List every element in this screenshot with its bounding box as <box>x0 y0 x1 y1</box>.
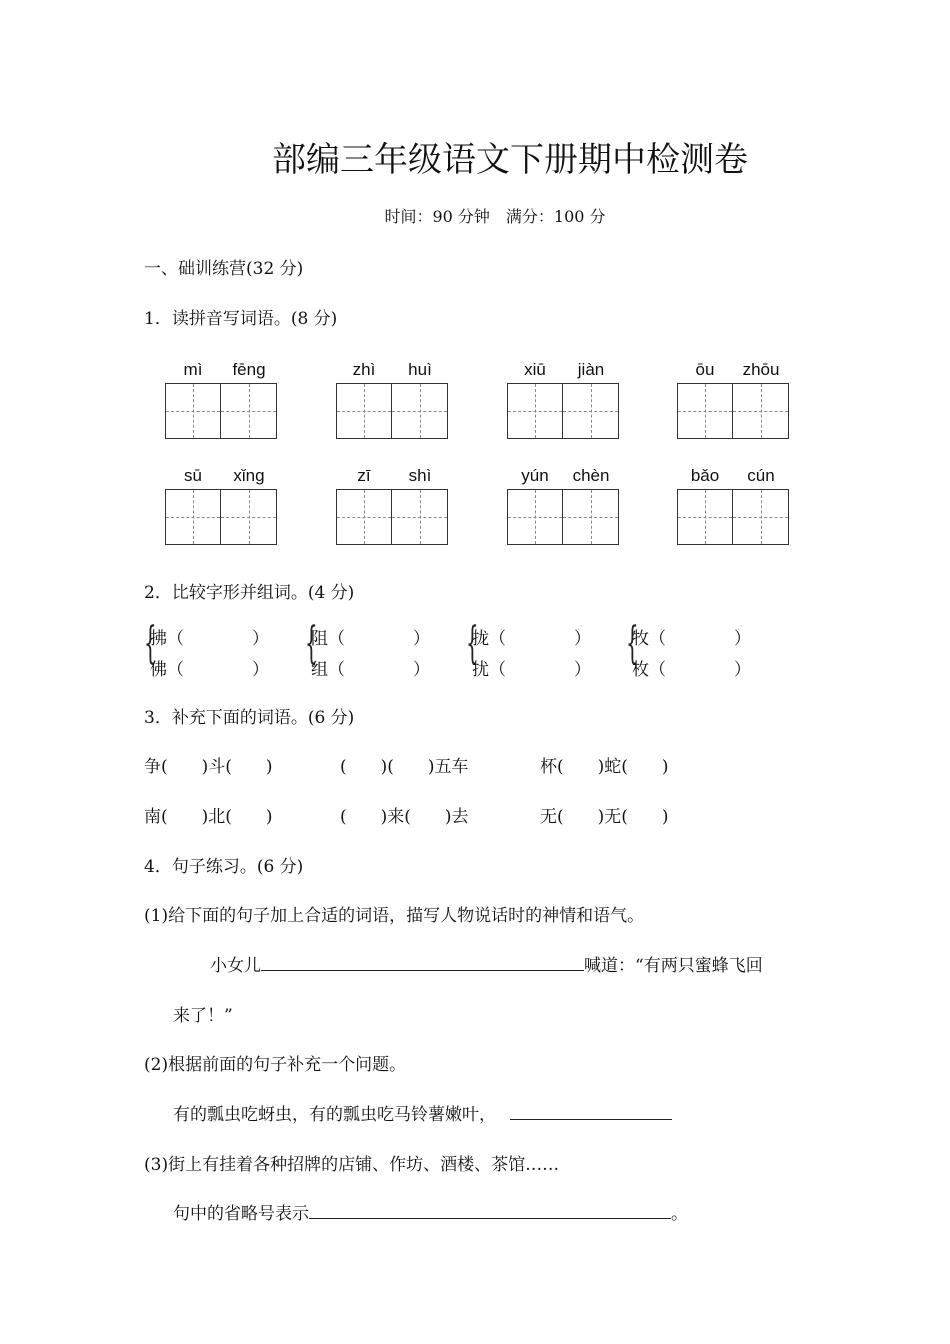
grid-cell[interactable] <box>392 489 448 545</box>
grid-cell[interactable] <box>165 489 221 545</box>
grid-cell[interactable] <box>677 383 733 439</box>
idiom-blank[interactable]: 无( )无( ) <box>540 807 669 827</box>
pinyin: xǐng <box>233 466 265 485</box>
grid-cell[interactable] <box>563 489 619 545</box>
pinyin: zhōu <box>742 360 780 379</box>
brace-icon: { <box>626 618 639 669</box>
pinyin: xiū <box>524 360 546 379</box>
sentence-2 <box>173 1100 672 1125</box>
grid-cell[interactable] <box>507 489 563 545</box>
writing-grid[interactable] <box>165 383 277 439</box>
grid-cell[interactable] <box>733 489 789 545</box>
sub-question-1: (1)给下面的句子加上合适的词语，描写人物说话时的神情和语气。 <box>144 906 645 926</box>
writing-grid[interactable] <box>677 383 789 439</box>
char-pair-top[interactable]: 牧（ ） <box>632 629 751 649</box>
answer-blank[interactable] <box>261 952 584 971</box>
writing-grid[interactable] <box>336 383 448 439</box>
question-1-heading: 1．读拼音写词语。(8 分) <box>144 309 338 329</box>
writing-grid[interactable] <box>507 489 619 545</box>
pinyin: zī <box>357 466 371 485</box>
grid-cell[interactable] <box>336 489 392 545</box>
writing-grid[interactable] <box>507 383 619 439</box>
pinyin: mì <box>183 360 203 379</box>
writing-grid[interactable] <box>165 489 277 545</box>
answer-blank[interactable] <box>309 1200 671 1219</box>
sentence-text: 喊道：“有两只蜜蜂飞回 <box>584 956 763 976</box>
char-pair-bottom[interactable]: 枚（ ） <box>632 660 751 680</box>
grid-cell[interactable] <box>221 489 277 545</box>
idiom-blank[interactable]: ( )来( )去 <box>340 807 469 827</box>
brace-icon: { <box>144 618 157 669</box>
writing-grid[interactable] <box>677 489 789 545</box>
pinyin: huì <box>408 360 432 379</box>
pinyin: ōu <box>695 360 715 379</box>
grid-cell[interactable] <box>507 383 563 439</box>
grid-cell[interactable] <box>733 383 789 439</box>
writing-grid[interactable] <box>336 489 448 545</box>
pinyin: chèn <box>572 466 610 485</box>
idiom-blank[interactable]: ( )( )五车 <box>340 757 469 777</box>
sentence-1-continued: 来了！” <box>173 1006 233 1026</box>
pinyin: zhì <box>352 360 376 379</box>
idiom-blank[interactable]: 争( )斗( ) <box>144 757 273 777</box>
sub-question-2: (2)根据前面的句子补充一个问题。 <box>144 1055 407 1075</box>
sentence-text: 句中的省略号表示 <box>173 1204 309 1224</box>
grid-cell[interactable] <box>336 383 392 439</box>
char-pair-bottom[interactable]: 组（ ） <box>311 660 430 680</box>
pinyin: yún <box>521 466 549 485</box>
pinyin: shì <box>408 466 432 485</box>
question-3-heading: 3．补充下面的词语。(6 分) <box>144 708 355 728</box>
idiom-blank[interactable]: 杯( )蛇( ) <box>540 757 669 777</box>
grid-cell[interactable] <box>221 383 277 439</box>
brace-icon: { <box>466 618 479 669</box>
sub-question-3: (3)街上有挂着各种招牌的店铺、作坊、酒楼、茶馆…… <box>144 1155 560 1175</box>
grid-cell[interactable] <box>563 383 619 439</box>
question-4-heading: 4．句子练习。(6 分) <box>144 857 304 877</box>
pinyin: jiàn <box>577 360 605 379</box>
sentence-text: 。 <box>671 1204 688 1224</box>
sentence-3 <box>173 1199 688 1224</box>
sentence-1 <box>210 951 763 976</box>
question-2-heading: 2．比较字形并组词。(4 分) <box>144 583 355 603</box>
pinyin: bǎo <box>690 466 720 485</box>
grid-cell[interactable] <box>677 489 733 545</box>
brace-icon: { <box>305 618 318 669</box>
char-pair-top[interactable]: 阻（ ） <box>311 629 430 649</box>
exam-info: 时间：90 分钟 满分：100 分 <box>384 207 606 226</box>
char-pair-bottom[interactable]: 佛（ ） <box>150 660 269 680</box>
answer-blank[interactable] <box>510 1101 672 1120</box>
section-heading: 一、础训练营(32 分) <box>144 259 304 279</box>
grid-cell[interactable] <box>165 383 221 439</box>
page-title: 部编三年级语文下册期中检测卷 <box>272 140 748 180</box>
sentence-text: 有的瓢虫吃蚜虫，有的瓢虫吃马铃薯嫩叶， <box>173 1105 496 1125</box>
pinyin: cún <box>747 466 775 485</box>
char-pair-top[interactable]: 拂（ ） <box>150 629 269 649</box>
pinyin: fēng <box>232 360 266 379</box>
char-pair-top[interactable]: 拢（ ） <box>472 629 591 649</box>
sentence-text: 小女儿 <box>210 956 261 976</box>
grid-cell[interactable] <box>392 383 448 439</box>
char-pair-bottom[interactable]: 扰（ ） <box>472 660 591 680</box>
pinyin: sū <box>184 466 202 485</box>
idiom-blank[interactable]: 南( )北( ) <box>144 807 273 827</box>
